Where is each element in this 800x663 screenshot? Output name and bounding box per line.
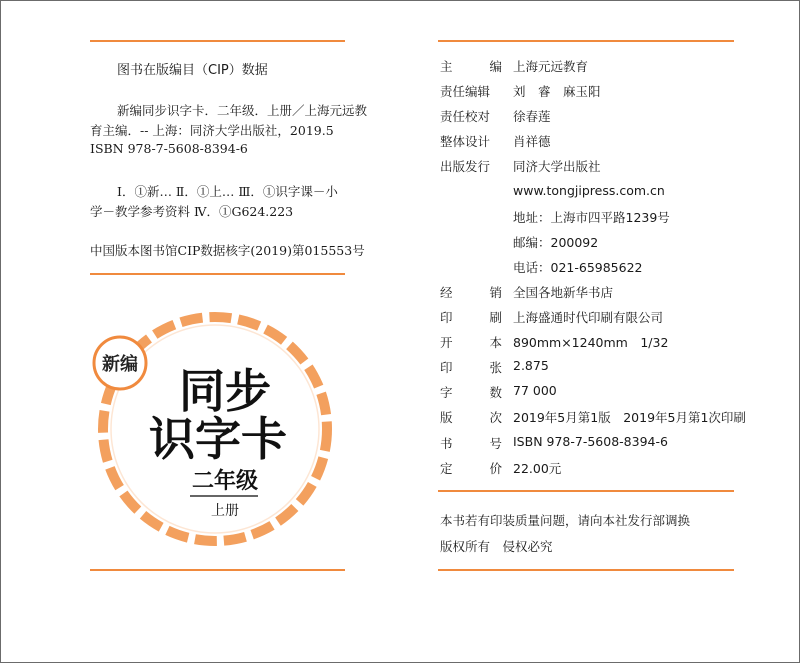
spec-value: www.tongjipress.com.cn [513,183,665,198]
spec-label-part: 版 [440,410,453,425]
spec-label-part: 印 [440,310,453,325]
spec-value: 77 000 [513,383,557,398]
spec-label-part: 刷 [489,310,502,325]
spec-label-part: 出版发行 [440,159,491,174]
bottom-right-rule [438,569,734,571]
cip-line: 学－教学参考资料 Ⅳ．①G624.223 [90,204,294,219]
spec-label [440,157,502,175]
spec-label-part: 销 [489,285,502,300]
series-text: 新编 [102,354,138,375]
spec-label [440,333,502,351]
top-right-rule [438,40,734,42]
spec-value: 2019年5月第1版 2019年5月第1次印刷 [513,410,746,425]
spec-value: 上海元远教育 [513,59,589,74]
spec-value: 电话：021-65985622 [513,260,643,275]
spec-label-part: 号 [489,436,502,451]
spec-label [440,107,502,125]
bottom-left-rule [90,569,345,571]
spec-label-part: 整体设计 [440,134,491,149]
spec-value: 890mm×1240mm 1/32 [513,335,669,350]
spec-label [440,132,502,150]
spec-label [440,283,502,301]
cip-line: 新编同步识字卡．二年级．上册／上海元远教 [117,103,368,118]
spec-value: 22.00元 [513,461,562,476]
spec-value: 地址：上海市四平路1239号 [513,210,670,225]
spec-value: 肖祥德 [513,134,551,149]
spec-label [440,82,502,100]
spec-value: 上海盛通时代印刷有限公司 [513,310,664,325]
cip-line: 中国版本图书馆CIP数据核字(2019)第015553号 [90,243,365,258]
title-line1: 同步 [179,364,271,418]
spec-label [440,358,502,376]
spec-value: 2.875 [513,358,549,373]
spec-label-part: 书 [440,436,453,451]
cip-line: 育主编．-- 上海：同济大学出版社，2019.5 [90,123,334,138]
spec-label-part: 本 [489,335,502,350]
spec-value: 全国各地新华书店 [513,285,614,300]
grade-text: 二年级 [191,469,259,494]
spec-label-part: 字 [440,385,453,400]
spec-value: 邮编：200092 [513,235,599,250]
cip-line: ISBN 978-7-5608-8394-6 [90,141,248,156]
spec-label-part: 主 [440,59,453,74]
spec-label [440,408,502,426]
quality-note: 本书若有印装质量问题，请向本社发行部调换 [440,513,691,528]
title-line2: 识字卡 [149,412,287,466]
spec-value: ISBN 978-7-5608-8394-6 [513,434,668,449]
spec-label-part: 编 [489,59,502,74]
volume-text: 上册 [211,503,239,519]
spec-label-part: 数 [489,385,502,400]
spec-label-part: 责任校对 [440,109,491,124]
spec-label [440,434,502,452]
spec-label-part: 价 [489,461,502,476]
book-badge [90,305,340,555]
spec-label [440,383,502,401]
spec-label [440,308,502,326]
spec-label-part: 开 [440,335,453,350]
spec-value: 刘 睿 麻玉阳 [513,84,601,99]
spec-label-part: 印 [440,360,453,375]
specs-bottom-rule [438,490,734,492]
cip-line: Ⅰ．①新… Ⅱ．①上… Ⅲ．①识字课－小 [117,184,338,199]
cip-title: 图书在版编目（CIP）数据 [117,63,268,78]
copyright-note: 版权所有 侵权必究 [440,539,553,554]
spec-label-part: 责任编辑 [440,84,491,99]
spec-label-part: 次 [489,410,502,425]
spec-label-part: 定 [440,461,453,476]
spec-label [440,57,502,75]
spec-label [440,459,502,477]
spec-value: 徐春莲 [513,109,551,124]
spec-value: 同济大学出版社 [513,159,601,174]
spec-label-part: 经 [440,285,453,300]
spec-label-part: 张 [489,360,502,375]
top-left-rule [90,40,345,42]
cip-bottom-rule [90,273,345,275]
